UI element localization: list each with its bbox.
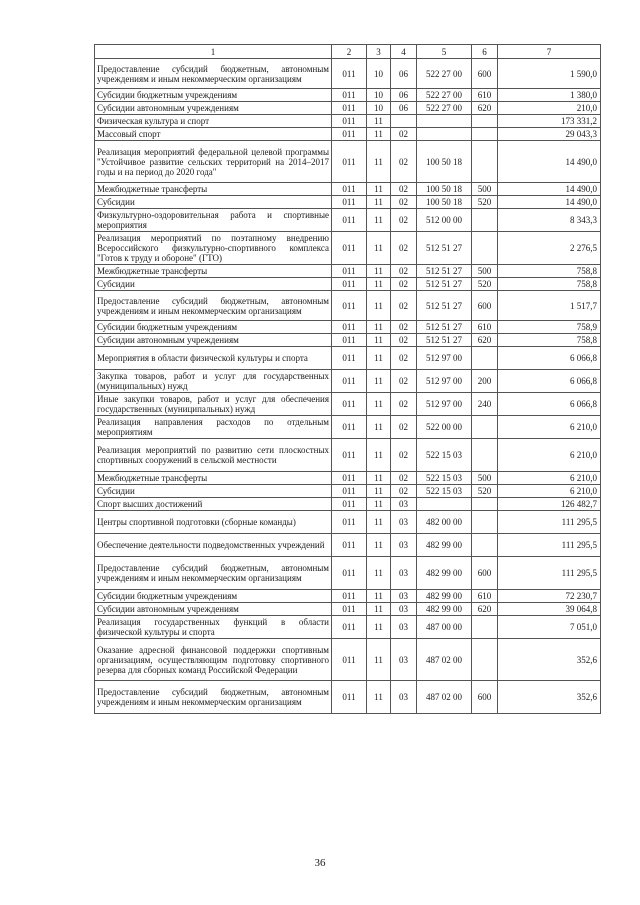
expense-type-cell: 500 xyxy=(472,472,498,485)
section-code-cell: 11 xyxy=(367,128,391,141)
amount-cell: 111 295,5 xyxy=(498,511,601,534)
section-code-cell: 11 xyxy=(367,439,391,472)
table-row xyxy=(95,416,601,439)
amount-cell: 352,6 xyxy=(498,681,601,714)
ministry-code-cell: 011 xyxy=(332,681,367,714)
header-cell: 4 xyxy=(391,45,417,59)
section-code-cell: 11 xyxy=(367,291,391,321)
subsection-code-cell: 03 xyxy=(391,616,417,639)
target-article-cell: 100 50 18 xyxy=(417,196,472,209)
target-article-cell: 512 51 27 xyxy=(417,321,472,334)
section-code-cell: 11 xyxy=(367,498,391,511)
row-name-cell: Мероприятия в области физической культуры и спорта xyxy=(95,347,332,370)
section-code-cell: 10 xyxy=(367,102,391,115)
table-row xyxy=(95,59,601,89)
subsection-code-cell: 02 xyxy=(391,485,417,498)
section-code-cell: 11 xyxy=(367,472,391,485)
expense-type-cell xyxy=(472,639,498,681)
row-name-cell: Оказание адресной финансовой поддержки спортивным организациям, осуществляющим подготовку спортивного резерва для сборных команд Российской Федерации xyxy=(95,639,332,681)
ministry-code-cell: 011 xyxy=(332,196,367,209)
expense-type-cell: 610 xyxy=(472,590,498,603)
table-row xyxy=(95,89,601,102)
target-article-cell xyxy=(417,115,472,128)
row-name-cell: Межбюджетные трансферты xyxy=(95,183,332,196)
subsection-code-cell: 02 xyxy=(391,321,417,334)
subsection-code-cell: 02 xyxy=(391,209,417,232)
table-row xyxy=(95,616,601,639)
subsection-code-cell: 06 xyxy=(391,59,417,89)
ministry-code-cell: 011 xyxy=(332,265,367,278)
subsection-code-cell: 02 xyxy=(391,128,417,141)
subsection-code-cell: 02 xyxy=(391,334,417,347)
ministry-code-cell: 011 xyxy=(332,498,367,511)
ministry-code-cell: 011 xyxy=(332,485,367,498)
expense-type-cell xyxy=(472,534,498,557)
amount-cell: 2 276,5 xyxy=(498,232,601,265)
ministry-code-cell: 011 xyxy=(332,511,367,534)
table-row xyxy=(95,590,601,603)
target-article-cell: 482 00 00 xyxy=(417,511,472,534)
expense-type-cell xyxy=(472,347,498,370)
row-name-cell: Иные закупки товаров, работ и услуг для обеспечения государственных (муниципальных) нужд xyxy=(95,393,332,416)
subsection-code-cell: 02 xyxy=(391,393,417,416)
subsection-code-cell: 02 xyxy=(391,439,417,472)
row-name-cell: Предоставление субсидий бюджетным, автономным учреждениям и иным некоммерческим организациям xyxy=(95,681,332,714)
amount-cell: 6 066,8 xyxy=(498,347,601,370)
budget-table-page xyxy=(94,44,600,714)
table-header-row xyxy=(95,45,601,59)
target-article-cell: 522 00 00 xyxy=(417,416,472,439)
subsection-code-cell: 03 xyxy=(391,681,417,714)
target-article-cell: 512 97 00 xyxy=(417,347,472,370)
section-code-cell: 11 xyxy=(367,416,391,439)
subsection-code-cell xyxy=(391,115,417,128)
section-code-cell: 11 xyxy=(367,603,391,616)
ministry-code-cell: 011 xyxy=(332,291,367,321)
table-row xyxy=(95,115,601,128)
expense-type-cell: 520 xyxy=(472,196,498,209)
amount-cell: 352,6 xyxy=(498,639,601,681)
ministry-code-cell: 011 xyxy=(332,393,367,416)
page-number: 36 xyxy=(314,857,326,869)
target-article-cell: 512 97 00 xyxy=(417,370,472,393)
subsection-code-cell: 06 xyxy=(391,102,417,115)
ministry-code-cell: 011 xyxy=(332,557,367,590)
subsection-code-cell: 02 xyxy=(391,183,417,196)
section-code-cell: 11 xyxy=(367,278,391,291)
table-row xyxy=(95,534,601,557)
subsection-code-cell: 02 xyxy=(391,416,417,439)
expense-type-cell: 610 xyxy=(472,89,498,102)
expense-type-cell: 500 xyxy=(472,265,498,278)
table-row xyxy=(95,681,601,714)
expense-type-cell xyxy=(472,511,498,534)
target-article-cell: 100 50 18 xyxy=(417,183,472,196)
amount-cell: 6 210,0 xyxy=(498,485,601,498)
ministry-code-cell: 011 xyxy=(332,590,367,603)
target-article-cell: 522 27 00 xyxy=(417,59,472,89)
target-article-cell: 512 97 00 xyxy=(417,393,472,416)
subsection-code-cell: 03 xyxy=(391,590,417,603)
section-code-cell: 11 xyxy=(367,393,391,416)
subsection-code-cell: 03 xyxy=(391,498,417,511)
ministry-code-cell: 011 xyxy=(332,59,367,89)
amount-cell: 6 066,8 xyxy=(498,393,601,416)
table-row xyxy=(95,439,601,472)
ministry-code-cell: 011 xyxy=(332,439,367,472)
expense-type-cell xyxy=(472,128,498,141)
expense-type-cell xyxy=(472,141,498,183)
target-article-cell: 512 51 27 xyxy=(417,278,472,291)
ministry-code-cell: 011 xyxy=(332,603,367,616)
table-row xyxy=(95,603,601,616)
row-name-cell: Закупка товаров, работ и услуг для государственных (муниципальных) нужд xyxy=(95,370,332,393)
table-row xyxy=(95,278,601,291)
amount-cell: 6 210,0 xyxy=(498,416,601,439)
subsection-code-cell: 03 xyxy=(391,603,417,616)
row-name-cell: Предоставление субсидий бюджетным, автономным учреждениям и иным некоммерческим организациям xyxy=(95,59,332,89)
row-name-cell: Субсидии автономным учреждениям xyxy=(95,603,332,616)
ministry-code-cell: 011 xyxy=(332,370,367,393)
subsection-code-cell: 02 xyxy=(391,370,417,393)
subsection-code-cell: 03 xyxy=(391,557,417,590)
target-article-cell: 482 99 00 xyxy=(417,534,472,557)
table-row xyxy=(95,183,601,196)
target-article-cell: 482 99 00 xyxy=(417,557,472,590)
ministry-code-cell: 011 xyxy=(332,616,367,639)
ministry-code-cell: 011 xyxy=(332,89,367,102)
expense-type-cell: 520 xyxy=(472,278,498,291)
ministry-code-cell: 011 xyxy=(332,321,367,334)
target-article-cell: 522 27 00 xyxy=(417,89,472,102)
ministry-code-cell: 011 xyxy=(332,334,367,347)
subsection-code-cell: 03 xyxy=(391,639,417,681)
amount-cell: 1 380,0 xyxy=(498,89,601,102)
row-name-cell: Реализация мероприятий по поэтапному внедрению Всероссийского физкультурно-спортивного комплекса "Готов к труду и обороне" (ГТО) xyxy=(95,232,332,265)
row-name-cell: Субсидии бюджетным учреждениям xyxy=(95,590,332,603)
target-article-cell: 512 51 27 xyxy=(417,291,472,321)
row-name-cell: Центры спортивной подготовки (сборные команды) xyxy=(95,511,332,534)
amount-cell: 8 343,3 xyxy=(498,209,601,232)
row-name-cell: Субсидии бюджетным учреждениям xyxy=(95,89,332,102)
expense-type-cell xyxy=(472,616,498,639)
subsection-code-cell: 02 xyxy=(391,265,417,278)
target-article-cell: 487 00 00 xyxy=(417,616,472,639)
table-row xyxy=(95,472,601,485)
table-body xyxy=(95,59,601,714)
row-name-cell: Предоставление субсидий бюджетным, автономным учреждениям и иным некоммерческим организациям xyxy=(95,291,332,321)
expense-type-cell xyxy=(472,416,498,439)
row-name-cell: Массовый спорт xyxy=(95,128,332,141)
subsection-code-cell: 02 xyxy=(391,347,417,370)
table-row xyxy=(95,141,601,183)
amount-cell: 758,8 xyxy=(498,334,601,347)
expense-type-cell: 200 xyxy=(472,370,498,393)
expense-type-cell xyxy=(472,439,498,472)
section-code-cell: 11 xyxy=(367,209,391,232)
target-article-cell: 522 15 03 xyxy=(417,472,472,485)
table-row xyxy=(95,128,601,141)
amount-cell: 14 490,0 xyxy=(498,183,601,196)
table-row xyxy=(95,485,601,498)
section-code-cell: 11 xyxy=(367,141,391,183)
target-article-cell: 512 51 27 xyxy=(417,334,472,347)
table-row xyxy=(95,639,601,681)
target-article-cell: 100 50 18 xyxy=(417,141,472,183)
ministry-code-cell: 011 xyxy=(332,639,367,681)
amount-cell: 29 043,3 xyxy=(498,128,601,141)
header-cell: 5 xyxy=(417,45,472,59)
section-code-cell: 11 xyxy=(367,681,391,714)
row-name-cell: Спорт высших достижений xyxy=(95,498,332,511)
table-row xyxy=(95,393,601,416)
header-cell: 6 xyxy=(472,45,498,59)
section-code-cell: 10 xyxy=(367,89,391,102)
section-code-cell: 11 xyxy=(367,115,391,128)
subsection-code-cell: 02 xyxy=(391,278,417,291)
table-row xyxy=(95,321,601,334)
section-code-cell: 11 xyxy=(367,485,391,498)
expense-type-cell xyxy=(472,115,498,128)
amount-cell: 758,8 xyxy=(498,265,601,278)
amount-cell: 6 210,0 xyxy=(498,439,601,472)
section-code-cell: 10 xyxy=(367,59,391,89)
row-name-cell: Субсидии xyxy=(95,278,332,291)
subsection-code-cell: 02 xyxy=(391,196,417,209)
target-article-cell xyxy=(417,128,472,141)
ministry-code-cell: 011 xyxy=(332,209,367,232)
expense-type-cell: 240 xyxy=(472,393,498,416)
section-code-cell: 11 xyxy=(367,639,391,681)
amount-cell: 173 331,2 xyxy=(498,115,601,128)
amount-cell: 1 590,0 xyxy=(498,59,601,89)
section-code-cell: 11 xyxy=(367,557,391,590)
table-row xyxy=(95,196,601,209)
table-row xyxy=(95,334,601,347)
row-name-cell: Субсидии xyxy=(95,196,332,209)
table-row xyxy=(95,511,601,534)
expense-type-cell: 520 xyxy=(472,485,498,498)
expense-type-cell: 620 xyxy=(472,102,498,115)
target-article-cell xyxy=(417,498,472,511)
ministry-code-cell: 011 xyxy=(332,472,367,485)
amount-cell: 1 517,7 xyxy=(498,291,601,321)
amount-cell: 14 490,0 xyxy=(498,141,601,183)
section-code-cell: 11 xyxy=(367,534,391,557)
subsection-code-cell: 02 xyxy=(391,291,417,321)
amount-cell: 210,0 xyxy=(498,102,601,115)
row-name-cell: Субсидии автономным учреждениям xyxy=(95,102,332,115)
target-article-cell: 522 15 03 xyxy=(417,485,472,498)
expense-type-cell: 500 xyxy=(472,183,498,196)
ministry-code-cell: 011 xyxy=(332,115,367,128)
subsection-code-cell: 03 xyxy=(391,511,417,534)
ministry-code-cell: 011 xyxy=(332,183,367,196)
table-row xyxy=(95,209,601,232)
subsection-code-cell: 06 xyxy=(391,89,417,102)
section-code-cell: 11 xyxy=(367,616,391,639)
header-cell: 1 xyxy=(95,45,332,59)
target-article-cell: 512 00 00 xyxy=(417,209,472,232)
table-row xyxy=(95,265,601,278)
row-name-cell: Межбюджетные трансферты xyxy=(95,265,332,278)
expense-type-cell xyxy=(472,232,498,265)
ministry-code-cell: 011 xyxy=(332,232,367,265)
expense-type-cell: 610 xyxy=(472,321,498,334)
ministry-code-cell: 011 xyxy=(332,128,367,141)
table-row xyxy=(95,498,601,511)
target-article-cell: 482 99 00 xyxy=(417,603,472,616)
table-row xyxy=(95,232,601,265)
amount-cell: 758,8 xyxy=(498,278,601,291)
amount-cell: 111 295,5 xyxy=(498,534,601,557)
target-article-cell: 487 02 00 xyxy=(417,639,472,681)
section-code-cell: 11 xyxy=(367,232,391,265)
budget-table xyxy=(94,44,601,714)
table-row xyxy=(95,370,601,393)
amount-cell: 39 064,8 xyxy=(498,603,601,616)
row-name-cell: Обеспечение деятельности подведомственных учреждений xyxy=(95,534,332,557)
row-name-cell: Реализация государственных функций в области физической культуры и спорта xyxy=(95,616,332,639)
target-article-cell: 487 02 00 xyxy=(417,681,472,714)
expense-type-cell: 600 xyxy=(472,59,498,89)
header-cell: 7 xyxy=(498,45,601,59)
ministry-code-cell: 011 xyxy=(332,534,367,557)
section-code-cell: 11 xyxy=(367,370,391,393)
expense-type-cell xyxy=(472,209,498,232)
row-name-cell: Межбюджетные трансферты xyxy=(95,472,332,485)
row-name-cell: Субсидии автономным учреждениям xyxy=(95,334,332,347)
amount-cell: 111 295,5 xyxy=(498,557,601,590)
section-code-cell: 11 xyxy=(367,265,391,278)
table-row xyxy=(95,291,601,321)
amount-cell: 758,9 xyxy=(498,321,601,334)
amount-cell: 6 210,0 xyxy=(498,472,601,485)
subsection-code-cell: 02 xyxy=(391,232,417,265)
section-code-cell: 11 xyxy=(367,196,391,209)
expense-type-cell: 600 xyxy=(472,681,498,714)
row-name-cell: Реализация направления расходов по отдельным мероприятиям xyxy=(95,416,332,439)
section-code-cell: 11 xyxy=(367,590,391,603)
row-name-cell: Реализация мероприятий по развитию сети плоскостных спортивных сооружений в сельской местности xyxy=(95,439,332,472)
row-name-cell: Предоставление субсидий бюджетным, автономным учреждениям и иным некоммерческим организациям xyxy=(95,557,332,590)
subsection-code-cell: 02 xyxy=(391,472,417,485)
ministry-code-cell: 011 xyxy=(332,278,367,291)
ministry-code-cell: 011 xyxy=(332,102,367,115)
amount-cell: 126 482,7 xyxy=(498,498,601,511)
target-article-cell: 512 51 27 xyxy=(417,265,472,278)
section-code-cell: 11 xyxy=(367,347,391,370)
amount-cell: 72 230,7 xyxy=(498,590,601,603)
row-name-cell: Физкультурно-оздоровительная работа и спортивные мероприятия xyxy=(95,209,332,232)
expense-type-cell xyxy=(472,498,498,511)
section-code-cell: 11 xyxy=(367,183,391,196)
target-article-cell: 522 15 03 xyxy=(417,439,472,472)
ministry-code-cell: 011 xyxy=(332,347,367,370)
target-article-cell: 522 27 00 xyxy=(417,102,472,115)
row-name-cell: Физическая культура и спорт xyxy=(95,115,332,128)
section-code-cell: 11 xyxy=(367,511,391,534)
row-name-cell: Субсидии бюджетным учреждениям xyxy=(95,321,332,334)
ministry-code-cell: 011 xyxy=(332,141,367,183)
expense-type-cell: 600 xyxy=(472,291,498,321)
header-cell: 2 xyxy=(332,45,367,59)
subsection-code-cell: 03 xyxy=(391,534,417,557)
section-code-cell: 11 xyxy=(367,334,391,347)
table-row xyxy=(95,102,601,115)
expense-type-cell: 620 xyxy=(472,603,498,616)
amount-cell: 14 490,0 xyxy=(498,196,601,209)
subsection-code-cell: 02 xyxy=(391,141,417,183)
amount-cell: 6 066,8 xyxy=(498,370,601,393)
table-row xyxy=(95,347,601,370)
expense-type-cell: 600 xyxy=(472,557,498,590)
target-article-cell: 482 99 00 xyxy=(417,590,472,603)
header-cell: 3 xyxy=(367,45,391,59)
section-code-cell: 11 xyxy=(367,321,391,334)
row-name-cell: Субсидии xyxy=(95,485,332,498)
ministry-code-cell: 011 xyxy=(332,416,367,439)
table-row xyxy=(95,557,601,590)
target-article-cell: 512 51 27 xyxy=(417,232,472,265)
amount-cell: 7 051,0 xyxy=(498,616,601,639)
expense-type-cell: 620 xyxy=(472,334,498,347)
row-name-cell: Реализация мероприятий федеральной целевой программы "Устойчивое развитие сельских территорий на 2014–2017 годы и на период до 2020 года" xyxy=(95,141,332,183)
